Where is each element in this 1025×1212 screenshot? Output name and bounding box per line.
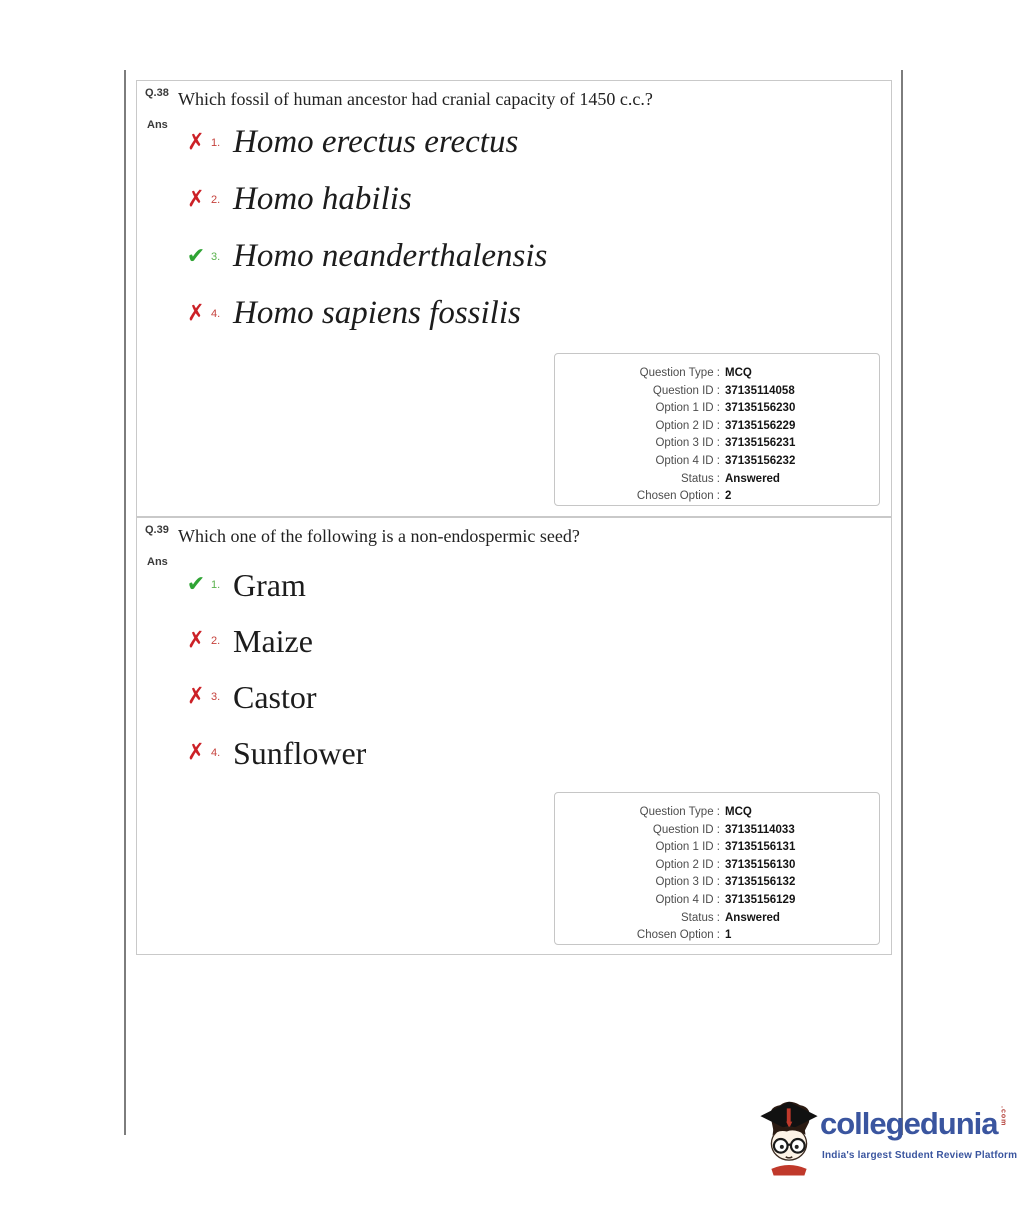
meta-label: Option 1 ID : — [655, 841, 720, 854]
meta-value: 37135156131 — [725, 841, 796, 854]
brand-domain-suffix: .com — [999, 1106, 1007, 1127]
option-text: Castor — [233, 679, 317, 715]
meta-value: 1 — [725, 929, 732, 942]
question-card-q39 — [136, 517, 892, 955]
meta-label: Option 4 ID : — [655, 893, 720, 906]
option-row — [183, 613, 366, 669]
wrong-mark-icon: ✗ — [185, 299, 207, 327]
option-number: 2. — [211, 193, 221, 206]
brand-name: collegedunia — [820, 1106, 998, 1141]
collegedunia-mascot-icon — [756, 1098, 822, 1176]
meta-value: Answered — [725, 911, 780, 924]
meta-value: MCQ — [725, 806, 752, 818]
meta-value: 37135114058 — [725, 384, 795, 397]
page-rule-right — [901, 70, 903, 1135]
meta-value: 37135156230 — [725, 402, 796, 415]
option-text: Homo habilis — [233, 181, 412, 217]
meta-value: 37135156232 — [725, 454, 796, 467]
options-list — [183, 557, 366, 781]
option-row — [183, 114, 547, 171]
wrong-mark-icon: ✗ — [185, 627, 207, 654]
meta-row — [555, 400, 879, 418]
option-text: Maize — [233, 623, 313, 659]
option-number: 4. — [211, 307, 221, 320]
meta-label: Option 3 ID : — [655, 437, 720, 450]
meta-label: Question ID : — [652, 823, 720, 836]
meta-value: 37135156130 — [725, 858, 796, 871]
question-text: Which one of the following is a non-endospermic seed? — [178, 526, 580, 546]
option-number: 3. — [211, 691, 221, 703]
option-row — [183, 669, 366, 725]
meta-label: Chosen Option : — [636, 490, 720, 503]
meta-value: 37135156129 — [725, 893, 796, 906]
question-number: Q.39 — [145, 524, 169, 536]
option-row — [183, 557, 366, 613]
meta-row — [555, 365, 879, 383]
meta-label: Status : — [681, 911, 720, 924]
option-text: Homo erectus erectus — [233, 124, 519, 160]
meta-label: Option 4 ID : — [655, 454, 720, 467]
option-number: 1. — [211, 579, 221, 591]
meta-value: 37135156229 — [725, 419, 796, 432]
correct-mark-icon: ✔ — [186, 572, 206, 597]
meta-label: Question Type : — [639, 806, 720, 818]
meta-value: 37135156132 — [725, 876, 796, 889]
brand-tagline: India's largest Student Review Platform — [822, 1150, 1018, 1161]
meta-row — [555, 418, 879, 436]
meta-label: Option 2 ID : — [655, 419, 720, 432]
meta-row — [555, 839, 879, 857]
meta-value: 37135114033 — [725, 823, 795, 836]
meta-label: Status : — [681, 472, 720, 485]
meta-row — [555, 453, 879, 471]
meta-label: Question ID : — [652, 384, 720, 397]
option-row — [183, 725, 366, 781]
wrong-mark-icon: ✗ — [185, 739, 207, 766]
option-number: 2. — [211, 635, 221, 647]
option-number: 3. — [211, 250, 221, 263]
collegedunia-logo — [756, 1098, 1020, 1178]
page-rule-left — [124, 70, 126, 1135]
option-text: Homo sapiens fossilis — [233, 295, 521, 331]
option-text: Homo neanderthalensis — [233, 238, 548, 274]
question-card-q38 — [136, 80, 892, 517]
meta-label: Option 3 ID : — [655, 876, 720, 889]
meta-row — [555, 927, 879, 945]
brand-wordmark — [820, 1106, 1006, 1142]
wrong-mark-icon: ✗ — [185, 185, 207, 213]
meta-label: Option 2 ID : — [655, 858, 720, 871]
wrong-mark-icon: ✗ — [185, 683, 207, 710]
meta-value: 2 — [725, 490, 732, 503]
option-number: 1. — [211, 136, 221, 149]
answer-label: Ans — [147, 119, 168, 131]
meta-label: Option 1 ID : — [655, 402, 720, 415]
question-number: Q.38 — [145, 87, 169, 99]
options-list — [183, 114, 547, 342]
meta-row — [555, 471, 879, 489]
meta-row — [555, 488, 879, 506]
meta-value: Answered — [725, 472, 780, 485]
question-meta-box — [554, 353, 880, 506]
option-row — [183, 228, 547, 285]
meta-row — [555, 892, 879, 910]
meta-row — [555, 874, 879, 892]
meta-value: 37135156231 — [725, 437, 796, 450]
meta-label: Chosen Option : — [636, 929, 720, 942]
question-text: Which fossil of human ancestor had cranial capacity of 1450 c.c.? — [178, 89, 653, 109]
option-number: 4. — [211, 747, 221, 759]
meta-row — [555, 383, 879, 401]
option-row — [183, 285, 547, 342]
option-text: Gram — [233, 567, 306, 603]
question-meta-box — [554, 792, 880, 945]
meta-row — [555, 857, 879, 875]
wrong-mark-icon: ✗ — [185, 128, 207, 156]
meta-label: Question Type : — [639, 367, 720, 379]
meta-row — [555, 804, 879, 822]
meta-row — [555, 910, 879, 928]
answer-label: Ans — [147, 556, 168, 568]
meta-value: MCQ — [725, 367, 752, 379]
option-text: Sunflower — [233, 735, 367, 771]
meta-row — [555, 822, 879, 840]
meta-row — [555, 435, 879, 453]
option-row — [183, 171, 547, 228]
correct-mark-icon: ✔ — [186, 243, 206, 269]
